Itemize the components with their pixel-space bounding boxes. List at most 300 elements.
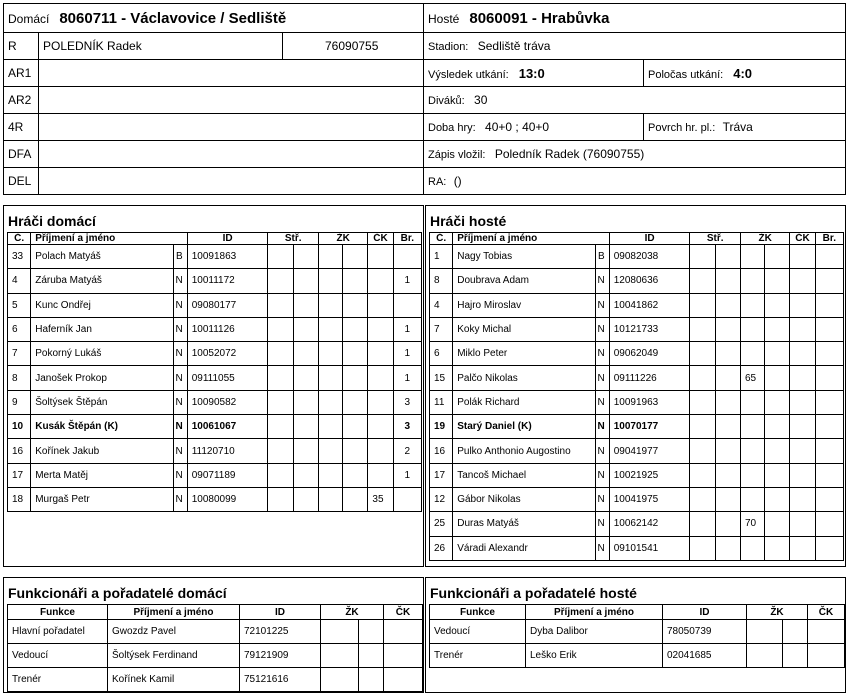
player-name: Pulko Anthonio Augostino bbox=[453, 439, 595, 463]
official-role: Vedoucí bbox=[8, 644, 108, 668]
player-name: Koky Michal bbox=[453, 317, 595, 341]
player-number: 17 bbox=[8, 463, 31, 487]
player-yellow-card bbox=[740, 487, 764, 511]
col-id: ID bbox=[609, 233, 690, 245]
player-number: 4 bbox=[8, 269, 31, 293]
referee-role: DEL bbox=[4, 168, 39, 195]
player-row bbox=[8, 366, 422, 390]
stadium-value: Sedliště tráva bbox=[477, 39, 551, 53]
referee-role: DFA bbox=[4, 141, 39, 168]
player-sub-out bbox=[268, 487, 293, 511]
player-id: 10021925 bbox=[609, 463, 690, 487]
referee-role: AR2 bbox=[4, 87, 39, 114]
official-name: Šoltýsek Ferdinand bbox=[108, 644, 240, 668]
player-goals bbox=[393, 487, 421, 511]
col-red: ČK bbox=[790, 233, 815, 245]
player-id: 10041975 bbox=[609, 487, 690, 511]
player-number: 19 bbox=[430, 415, 453, 439]
player-yellow-card bbox=[318, 293, 342, 317]
player-yellow-card bbox=[318, 366, 342, 390]
player-sub-out bbox=[268, 269, 293, 293]
player-row bbox=[8, 269, 422, 293]
player-name: Polach Matyáš bbox=[31, 245, 173, 269]
halftime-cell bbox=[644, 60, 846, 87]
player-sub-in bbox=[715, 439, 740, 463]
player-number: 8 bbox=[430, 269, 453, 293]
player-sub-out bbox=[690, 415, 715, 439]
player-sub-out bbox=[268, 366, 293, 390]
player-goals bbox=[815, 487, 843, 511]
player-name: Tancoš Michael bbox=[453, 463, 595, 487]
player-yellow-card-2 bbox=[765, 512, 790, 536]
player-goals bbox=[815, 415, 843, 439]
official-row bbox=[430, 620, 845, 644]
player-sub-in bbox=[715, 317, 740, 341]
guest-players-table bbox=[429, 232, 844, 561]
player-row bbox=[430, 245, 844, 269]
official-id: 78050739 bbox=[663, 620, 747, 644]
player-id: 10121733 bbox=[609, 317, 690, 341]
duration-label: Doba hry: bbox=[428, 122, 476, 134]
player-id: 09071189 bbox=[187, 463, 268, 487]
player-row bbox=[430, 487, 844, 511]
player-position: B bbox=[173, 245, 187, 269]
player-position: N bbox=[173, 317, 187, 341]
player-goals: 3 bbox=[393, 415, 421, 439]
official-role: Vedoucí bbox=[430, 620, 526, 644]
official-yellow-card-2 bbox=[783, 620, 808, 644]
player-goals bbox=[815, 245, 843, 269]
player-yellow-card bbox=[740, 463, 764, 487]
halftime-value: 4:0 bbox=[733, 65, 753, 81]
player-red-card bbox=[368, 317, 393, 341]
player-sub-out bbox=[268, 463, 293, 487]
player-red-card bbox=[368, 439, 393, 463]
player-row bbox=[8, 293, 422, 317]
player-number: 18 bbox=[8, 487, 31, 511]
home-players-box bbox=[3, 205, 424, 567]
player-yellow-card-2 bbox=[765, 487, 790, 511]
player-red-card bbox=[790, 269, 815, 293]
player-id: 10011126 bbox=[187, 317, 268, 341]
player-row bbox=[8, 317, 422, 341]
official-row bbox=[8, 668, 423, 692]
player-sub-out bbox=[690, 390, 715, 414]
player-yellow-card-2 bbox=[343, 390, 368, 414]
player-yellow-card: 70 bbox=[740, 512, 764, 536]
col-sub: Stř. bbox=[268, 233, 318, 245]
player-sub-out bbox=[268, 245, 293, 269]
col-id: ID bbox=[240, 605, 321, 620]
player-yellow-card bbox=[740, 245, 764, 269]
col-goals: Br. bbox=[393, 233, 421, 245]
player-red-card bbox=[790, 366, 815, 390]
player-number: 6 bbox=[430, 342, 453, 366]
player-sub-in bbox=[293, 245, 318, 269]
player-row bbox=[8, 390, 422, 414]
player-name: Kořínek Jakub bbox=[31, 439, 173, 463]
player-yellow-card bbox=[318, 342, 342, 366]
player-number: 17 bbox=[430, 463, 453, 487]
player-goals: 1 bbox=[393, 269, 421, 293]
player-sub-out bbox=[268, 317, 293, 341]
player-red-card bbox=[368, 245, 393, 269]
player-red-card bbox=[790, 439, 815, 463]
player-red-card bbox=[790, 317, 815, 341]
player-number: 4 bbox=[430, 293, 453, 317]
player-row bbox=[430, 390, 844, 414]
official-yellow-card bbox=[747, 644, 783, 668]
col-sub: Stř. bbox=[690, 233, 740, 245]
duration-value: 40+0 ; 40+0 bbox=[485, 120, 550, 134]
official-role: Trenér bbox=[430, 644, 526, 668]
official-red-card bbox=[384, 620, 423, 644]
player-red-card bbox=[790, 245, 815, 269]
official-row bbox=[8, 644, 423, 668]
player-yellow-card-2 bbox=[343, 463, 368, 487]
player-row bbox=[8, 415, 422, 439]
player-position: N bbox=[173, 463, 187, 487]
player-id: 10061067 bbox=[187, 415, 268, 439]
player-position: N bbox=[595, 536, 609, 560]
match-header bbox=[3, 3, 846, 195]
player-sub-out bbox=[690, 463, 715, 487]
player-yellow-card-2 bbox=[343, 415, 368, 439]
player-yellow-card bbox=[740, 317, 764, 341]
col-yellow: ŽK bbox=[321, 605, 384, 620]
referee-name bbox=[39, 168, 424, 195]
player-sub-in bbox=[715, 536, 740, 560]
player-sub-out bbox=[690, 512, 715, 536]
col-name: Příjmení a jméno bbox=[108, 605, 240, 620]
player-sub-in bbox=[293, 366, 318, 390]
player-yellow-card bbox=[740, 342, 764, 366]
official-id: 75121616 bbox=[240, 668, 321, 692]
home-players-table bbox=[7, 232, 422, 512]
player-id: 10052072 bbox=[187, 342, 268, 366]
player-goals bbox=[393, 245, 421, 269]
home-officials-title: Funkcionáři a pořadatelé domácí bbox=[8, 585, 227, 601]
player-name: Šoltýsek Štěpán bbox=[31, 390, 173, 414]
result-cell bbox=[424, 60, 644, 87]
player-name: Nagy Tobias bbox=[453, 245, 595, 269]
ra-label: RA: bbox=[428, 176, 447, 188]
home-team-cell bbox=[4, 4, 424, 33]
player-row bbox=[8, 463, 422, 487]
player-sub-in bbox=[715, 463, 740, 487]
player-red-card bbox=[790, 487, 815, 511]
player-row bbox=[430, 342, 844, 366]
player-number: 12 bbox=[430, 487, 453, 511]
referee-name bbox=[39, 141, 424, 168]
player-name: Haferník Jan bbox=[31, 317, 173, 341]
player-yellow-card bbox=[318, 463, 342, 487]
player-number: 10 bbox=[8, 415, 31, 439]
player-yellow-card bbox=[318, 269, 342, 293]
player-id: 10091863 bbox=[187, 245, 268, 269]
stadium-label: Stadion: bbox=[428, 41, 469, 53]
player-name: Hajro Miroslav bbox=[453, 293, 595, 317]
player-sub-in bbox=[715, 366, 740, 390]
official-name: Leško Erik bbox=[526, 644, 663, 668]
player-row bbox=[430, 366, 844, 390]
player-yellow-card-2 bbox=[765, 439, 790, 463]
player-row bbox=[430, 269, 844, 293]
player-sub-in bbox=[293, 487, 318, 511]
player-number: 7 bbox=[430, 317, 453, 341]
player-yellow-card-2 bbox=[343, 245, 368, 269]
guest-team-name: 8060091 - Hrabůvka bbox=[469, 9, 610, 27]
player-sub-in bbox=[293, 269, 318, 293]
player-position: N bbox=[595, 342, 609, 366]
player-goals: 2 bbox=[393, 439, 421, 463]
player-yellow-card bbox=[740, 439, 764, 463]
col-name: Příjmení a jméno bbox=[453, 233, 609, 245]
player-row bbox=[8, 245, 422, 269]
player-goals: 3 bbox=[393, 390, 421, 414]
player-yellow-card-2 bbox=[765, 415, 790, 439]
player-sub-in bbox=[715, 342, 740, 366]
official-name: Kořínek Kamil bbox=[108, 668, 240, 692]
spectators-label: Diváků: bbox=[428, 95, 465, 107]
player-yellow-card-2 bbox=[343, 293, 368, 317]
player-sub-in bbox=[293, 463, 318, 487]
player-red-card bbox=[368, 390, 393, 414]
player-id: 11120710 bbox=[187, 439, 268, 463]
player-name: Váradi Alexandr bbox=[453, 536, 595, 560]
player-sub-out bbox=[690, 245, 715, 269]
player-yellow-card-2 bbox=[765, 317, 790, 341]
player-sub-out bbox=[690, 487, 715, 511]
player-position: N bbox=[595, 463, 609, 487]
player-sub-out bbox=[690, 342, 715, 366]
player-yellow-card-2 bbox=[343, 487, 368, 511]
player-red-card bbox=[368, 366, 393, 390]
player-name: Polák Richard bbox=[453, 390, 595, 414]
player-position: N bbox=[595, 269, 609, 293]
player-position: N bbox=[595, 317, 609, 341]
result-label: Výsledek utkání: bbox=[428, 68, 509, 81]
player-red-card bbox=[368, 415, 393, 439]
col-red: ČK bbox=[808, 605, 845, 620]
col-function: Funkce bbox=[430, 605, 526, 620]
player-id: 09041977 bbox=[609, 439, 690, 463]
player-sub-in bbox=[293, 439, 318, 463]
official-yellow-card-2 bbox=[359, 644, 384, 668]
player-row bbox=[430, 536, 844, 560]
player-sub-out bbox=[690, 317, 715, 341]
guest-officials-table bbox=[429, 604, 845, 668]
player-position: N bbox=[595, 366, 609, 390]
player-goals bbox=[815, 342, 843, 366]
player-position: N bbox=[595, 487, 609, 511]
player-row bbox=[430, 415, 844, 439]
col-yellow: ŽK bbox=[747, 605, 808, 620]
guest-officials-title: Funkcionáři a pořadatelé hosté bbox=[430, 585, 637, 601]
official-yellow-card bbox=[321, 620, 359, 644]
player-red-card bbox=[790, 293, 815, 317]
official-yellow-card-2 bbox=[783, 644, 808, 668]
home-players-title: Hráči domácí bbox=[8, 213, 96, 229]
player-yellow-card-2 bbox=[765, 293, 790, 317]
player-number: 25 bbox=[430, 512, 453, 536]
player-goals bbox=[393, 293, 421, 317]
player-sub-in bbox=[715, 415, 740, 439]
player-yellow-card bbox=[318, 390, 342, 414]
player-id: 09062049 bbox=[609, 342, 690, 366]
player-yellow-card bbox=[318, 245, 342, 269]
official-yellow-card bbox=[747, 620, 783, 644]
official-row bbox=[8, 620, 423, 644]
referee-role: AR1 bbox=[4, 60, 39, 87]
official-id: 79121909 bbox=[240, 644, 321, 668]
official-role: Trenér bbox=[8, 668, 108, 692]
player-sub-in bbox=[715, 487, 740, 511]
stadium-cell bbox=[424, 33, 846, 60]
player-yellow-card-2 bbox=[343, 317, 368, 341]
player-position: B bbox=[595, 245, 609, 269]
player-position: N bbox=[173, 342, 187, 366]
recorder-label: Zápis vložil: bbox=[428, 149, 486, 161]
player-name: Záruba Matyáš bbox=[31, 269, 173, 293]
player-yellow-card bbox=[318, 439, 342, 463]
player-yellow-card-2 bbox=[343, 269, 368, 293]
player-sub-in bbox=[715, 512, 740, 536]
col-goals: Br. bbox=[815, 233, 843, 245]
official-red-card bbox=[384, 644, 423, 668]
player-yellow-card bbox=[318, 415, 342, 439]
player-row bbox=[430, 317, 844, 341]
recorder-value: Poledník Radek (76090755) bbox=[494, 147, 645, 161]
home-officials-header bbox=[8, 605, 423, 620]
player-sub-out bbox=[690, 536, 715, 560]
player-goals bbox=[815, 317, 843, 341]
player-name: Merta Matěj bbox=[31, 463, 173, 487]
col-number: Č. bbox=[430, 233, 453, 245]
home-officials-box bbox=[3, 577, 424, 693]
player-yellow-card-2 bbox=[765, 269, 790, 293]
player-goals bbox=[815, 390, 843, 414]
ra-cell bbox=[424, 168, 846, 195]
player-goals bbox=[815, 439, 843, 463]
guest-players-title: Hráči hosté bbox=[430, 213, 507, 229]
player-row bbox=[430, 463, 844, 487]
player-sub-in bbox=[293, 342, 318, 366]
home-label: Domácí bbox=[8, 11, 50, 26]
col-number: Č. bbox=[8, 233, 31, 245]
player-sub-in bbox=[293, 293, 318, 317]
player-id: 12080636 bbox=[609, 269, 690, 293]
player-id: 10090582 bbox=[187, 390, 268, 414]
player-sub-out bbox=[690, 439, 715, 463]
player-red-card bbox=[368, 463, 393, 487]
guest-officials-box bbox=[425, 577, 846, 693]
player-name: Murgaš Petr bbox=[31, 487, 173, 511]
player-yellow-card-2 bbox=[343, 439, 368, 463]
player-row bbox=[430, 293, 844, 317]
player-goals bbox=[815, 536, 843, 560]
player-sub-in bbox=[715, 245, 740, 269]
surface-label: Povrch hr. pl.: bbox=[648, 122, 716, 134]
player-position: N bbox=[173, 390, 187, 414]
player-sub-out bbox=[690, 293, 715, 317]
player-number: 16 bbox=[8, 439, 31, 463]
player-name: Doubrava Adam bbox=[453, 269, 595, 293]
player-name: Pokorný Lukáš bbox=[31, 342, 173, 366]
player-sub-out bbox=[268, 293, 293, 317]
official-row bbox=[430, 644, 845, 668]
player-goals: 1 bbox=[393, 342, 421, 366]
player-goals bbox=[815, 512, 843, 536]
player-sub-out bbox=[268, 439, 293, 463]
player-id: 10070177 bbox=[609, 415, 690, 439]
player-red-card bbox=[790, 463, 815, 487]
player-name: Starý Daniel (K) bbox=[453, 415, 595, 439]
player-sub-in bbox=[715, 390, 740, 414]
player-number: 1 bbox=[430, 245, 453, 269]
player-yellow-card-2 bbox=[765, 463, 790, 487]
player-name: Palčo Nikolas bbox=[453, 366, 595, 390]
guest-players-box bbox=[425, 205, 846, 567]
player-position: N bbox=[173, 366, 187, 390]
player-yellow-card bbox=[740, 269, 764, 293]
player-yellow-card-2 bbox=[765, 342, 790, 366]
referee-name bbox=[39, 114, 424, 141]
player-id: 09101541 bbox=[609, 536, 690, 560]
player-position: N bbox=[173, 293, 187, 317]
official-yellow-card bbox=[321, 644, 359, 668]
player-id: 09080177 bbox=[187, 293, 268, 317]
player-red-card bbox=[368, 293, 393, 317]
home-players-header bbox=[8, 233, 422, 245]
player-position: N bbox=[595, 415, 609, 439]
player-number: 8 bbox=[8, 366, 31, 390]
player-position: N bbox=[595, 390, 609, 414]
player-name: Janošek Prokop bbox=[31, 366, 173, 390]
player-id: 09111055 bbox=[187, 366, 268, 390]
col-red: ČK bbox=[384, 605, 423, 620]
player-goals bbox=[815, 366, 843, 390]
col-yellow: ŽK bbox=[318, 233, 367, 245]
player-position: N bbox=[595, 512, 609, 536]
player-number: 5 bbox=[8, 293, 31, 317]
player-name: Gábor Nikolas bbox=[453, 487, 595, 511]
col-yellow: ŽK bbox=[740, 233, 789, 245]
official-id: 72101225 bbox=[240, 620, 321, 644]
player-number: 6 bbox=[8, 317, 31, 341]
player-yellow-card bbox=[318, 487, 342, 511]
player-goals: 1 bbox=[393, 463, 421, 487]
player-red-card bbox=[790, 536, 815, 560]
col-name: Příjmení a jméno bbox=[526, 605, 663, 620]
col-id: ID bbox=[663, 605, 747, 620]
guest-officials-header bbox=[430, 605, 845, 620]
official-red-card bbox=[384, 668, 423, 692]
player-row bbox=[430, 512, 844, 536]
player-goals bbox=[815, 269, 843, 293]
col-function: Funkce bbox=[8, 605, 108, 620]
player-row bbox=[8, 439, 422, 463]
recorder-cell bbox=[424, 141, 846, 168]
player-sub-in bbox=[293, 317, 318, 341]
player-sub-out bbox=[690, 366, 715, 390]
col-name: Příjmení a jméno bbox=[31, 233, 187, 245]
player-number: 7 bbox=[8, 342, 31, 366]
spectators-value: 30 bbox=[474, 93, 488, 107]
player-number: 15 bbox=[430, 366, 453, 390]
player-yellow-card-2 bbox=[765, 245, 790, 269]
col-id: ID bbox=[187, 233, 268, 245]
